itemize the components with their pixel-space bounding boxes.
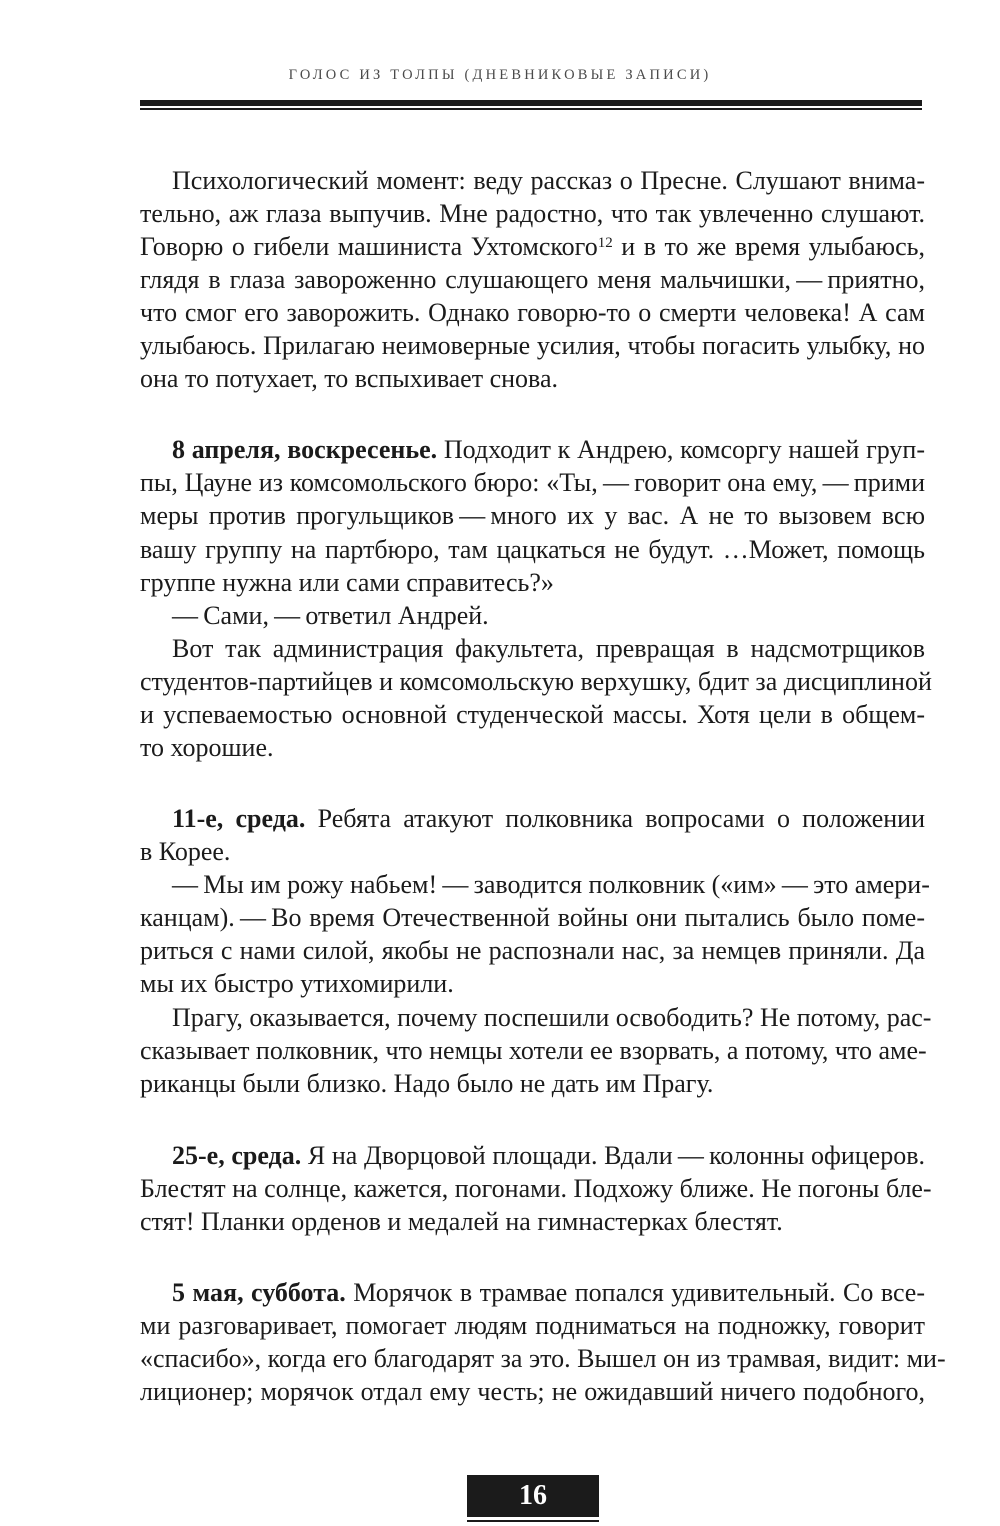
text-line: Вот так администрация факультета, превращая в надсмотрщиков — [172, 633, 925, 663]
text-line: пы, Цауне из комсомольского бюро: «Ты, — говорит она ему, — прими — [140, 468, 925, 498]
text-line: группе нужна или сами справитесь?» — [140, 567, 554, 597]
text-line: в Корее. — [140, 837, 231, 867]
text-line: она то потухает, то вспыхивает снова. — [140, 364, 558, 394]
text-run: Морячок в трамвае попался удивительный. Со все- — [345, 1277, 925, 1307]
text-line: глядя в глаза завороженно слушающего меня мальчишки, — приятно, — [140, 265, 925, 295]
text-line: риканцы были близко. Надо было не дать им Прагу. — [140, 1068, 714, 1098]
text-line: ми разговаривает, помогает людям подниматься на подножку, говорит — [140, 1310, 925, 1340]
text-line — [172, 433, 925, 467]
text-line: то хорошие. — [140, 733, 274, 763]
entry-date: 25-е, среда. — [172, 1140, 302, 1170]
running-head: ГОЛОС ИЗ ТОЛПЫ (ДНЕВНИКОВЫЕ ЗАПИСИ) — [288, 67, 712, 83]
text-line: сказывает полковник, что немцы хотели ее взорвать, а потому, что аме- — [140, 1035, 927, 1065]
text-line — [172, 802, 925, 836]
text-line: и успеваемостью основной студенческой массы. Хотя цели в общем- — [140, 700, 925, 729]
text-line — [172, 1276, 925, 1310]
text-line: — Мы им рожу набьем! — заводится полковник («им» — это амери- — [172, 870, 930, 900]
text-run: и в то же время улыбаюсь, — [612, 231, 925, 261]
entry-date: 5 мая, суббота. — [172, 1277, 346, 1307]
page-number: 16 — [467, 1475, 599, 1517]
text-line: — Сами, — ответил Андрей. — [172, 600, 489, 630]
entry-date: 11-е, среда. — [172, 804, 306, 833]
page-number-rule — [467, 1520, 599, 1522]
text-line: тельно, аж глаза выпучив. Мне радостно, что так увлеченно слушают. — [140, 198, 925, 228]
text-run: Говорю о гибели машиниста Ухтомского — [140, 231, 598, 261]
text-run: Подходит к Андрею, комсоргу нашей груп- — [437, 435, 925, 465]
text-line — [172, 1139, 925, 1173]
text-line: мы их быстро утихомирили. — [140, 969, 454, 999]
text-line: студентов-партийцев и комсомольскую верхушку, бдит за дисциплиной — [140, 666, 932, 696]
text-line: улыбаюсь. Прилагаю неимоверные усилия, чтобы погасить улыбку, но — [140, 331, 925, 361]
text-line: стят! Планки орденов и медалей на гимнастерках блестят. — [140, 1206, 783, 1236]
entry-date: 8 апреля, воскресенье. — [172, 435, 438, 465]
text-line: Блестят на солнце, кажется, погонами. Подхожу ближе. Не погоны бле- — [140, 1173, 932, 1203]
text-line: меры против прогульщиков — много их у вас. А не то вызовем всю — [140, 501, 925, 531]
text-line: канцам). — Во время Отечественной войны они пытались было поме- — [140, 903, 925, 933]
header-rule-thick — [140, 100, 922, 106]
text-line: «спасибо», когда его благодарят за это. Вышел он из трамвая, видит: ми- — [140, 1343, 946, 1373]
text-run: Ребята атакуют полковника вопросами о положении — [305, 804, 925, 833]
text-line: что смог его заворожить. Однако говорю-то о смерти человека! А сам — [140, 298, 925, 328]
text-run: Я на Дворцовой площади. Вдали — колонны офицеров. — [301, 1140, 925, 1170]
text-line: лиционер; морячок отдал ему честь; не ожидавший ничего подобного, — [140, 1377, 925, 1406]
text-line: вашу группу на партбюро, там цацкаться не будут. …Может, помощь — [140, 534, 925, 564]
footnote-ref: 12 — [597, 234, 613, 251]
header-rule-thin — [140, 108, 922, 110]
text-line: Психологический момент: веду рассказ о Пресне. Слушают внима- — [172, 165, 925, 195]
text-line — [140, 230, 925, 264]
text-line: риться с нами силой, якобы не распознали нас, за немцев приняли. Да — [140, 936, 925, 966]
text-line: Прагу, оказывается, почему поспешили освободить? Не потому, рас- — [172, 1002, 932, 1032]
